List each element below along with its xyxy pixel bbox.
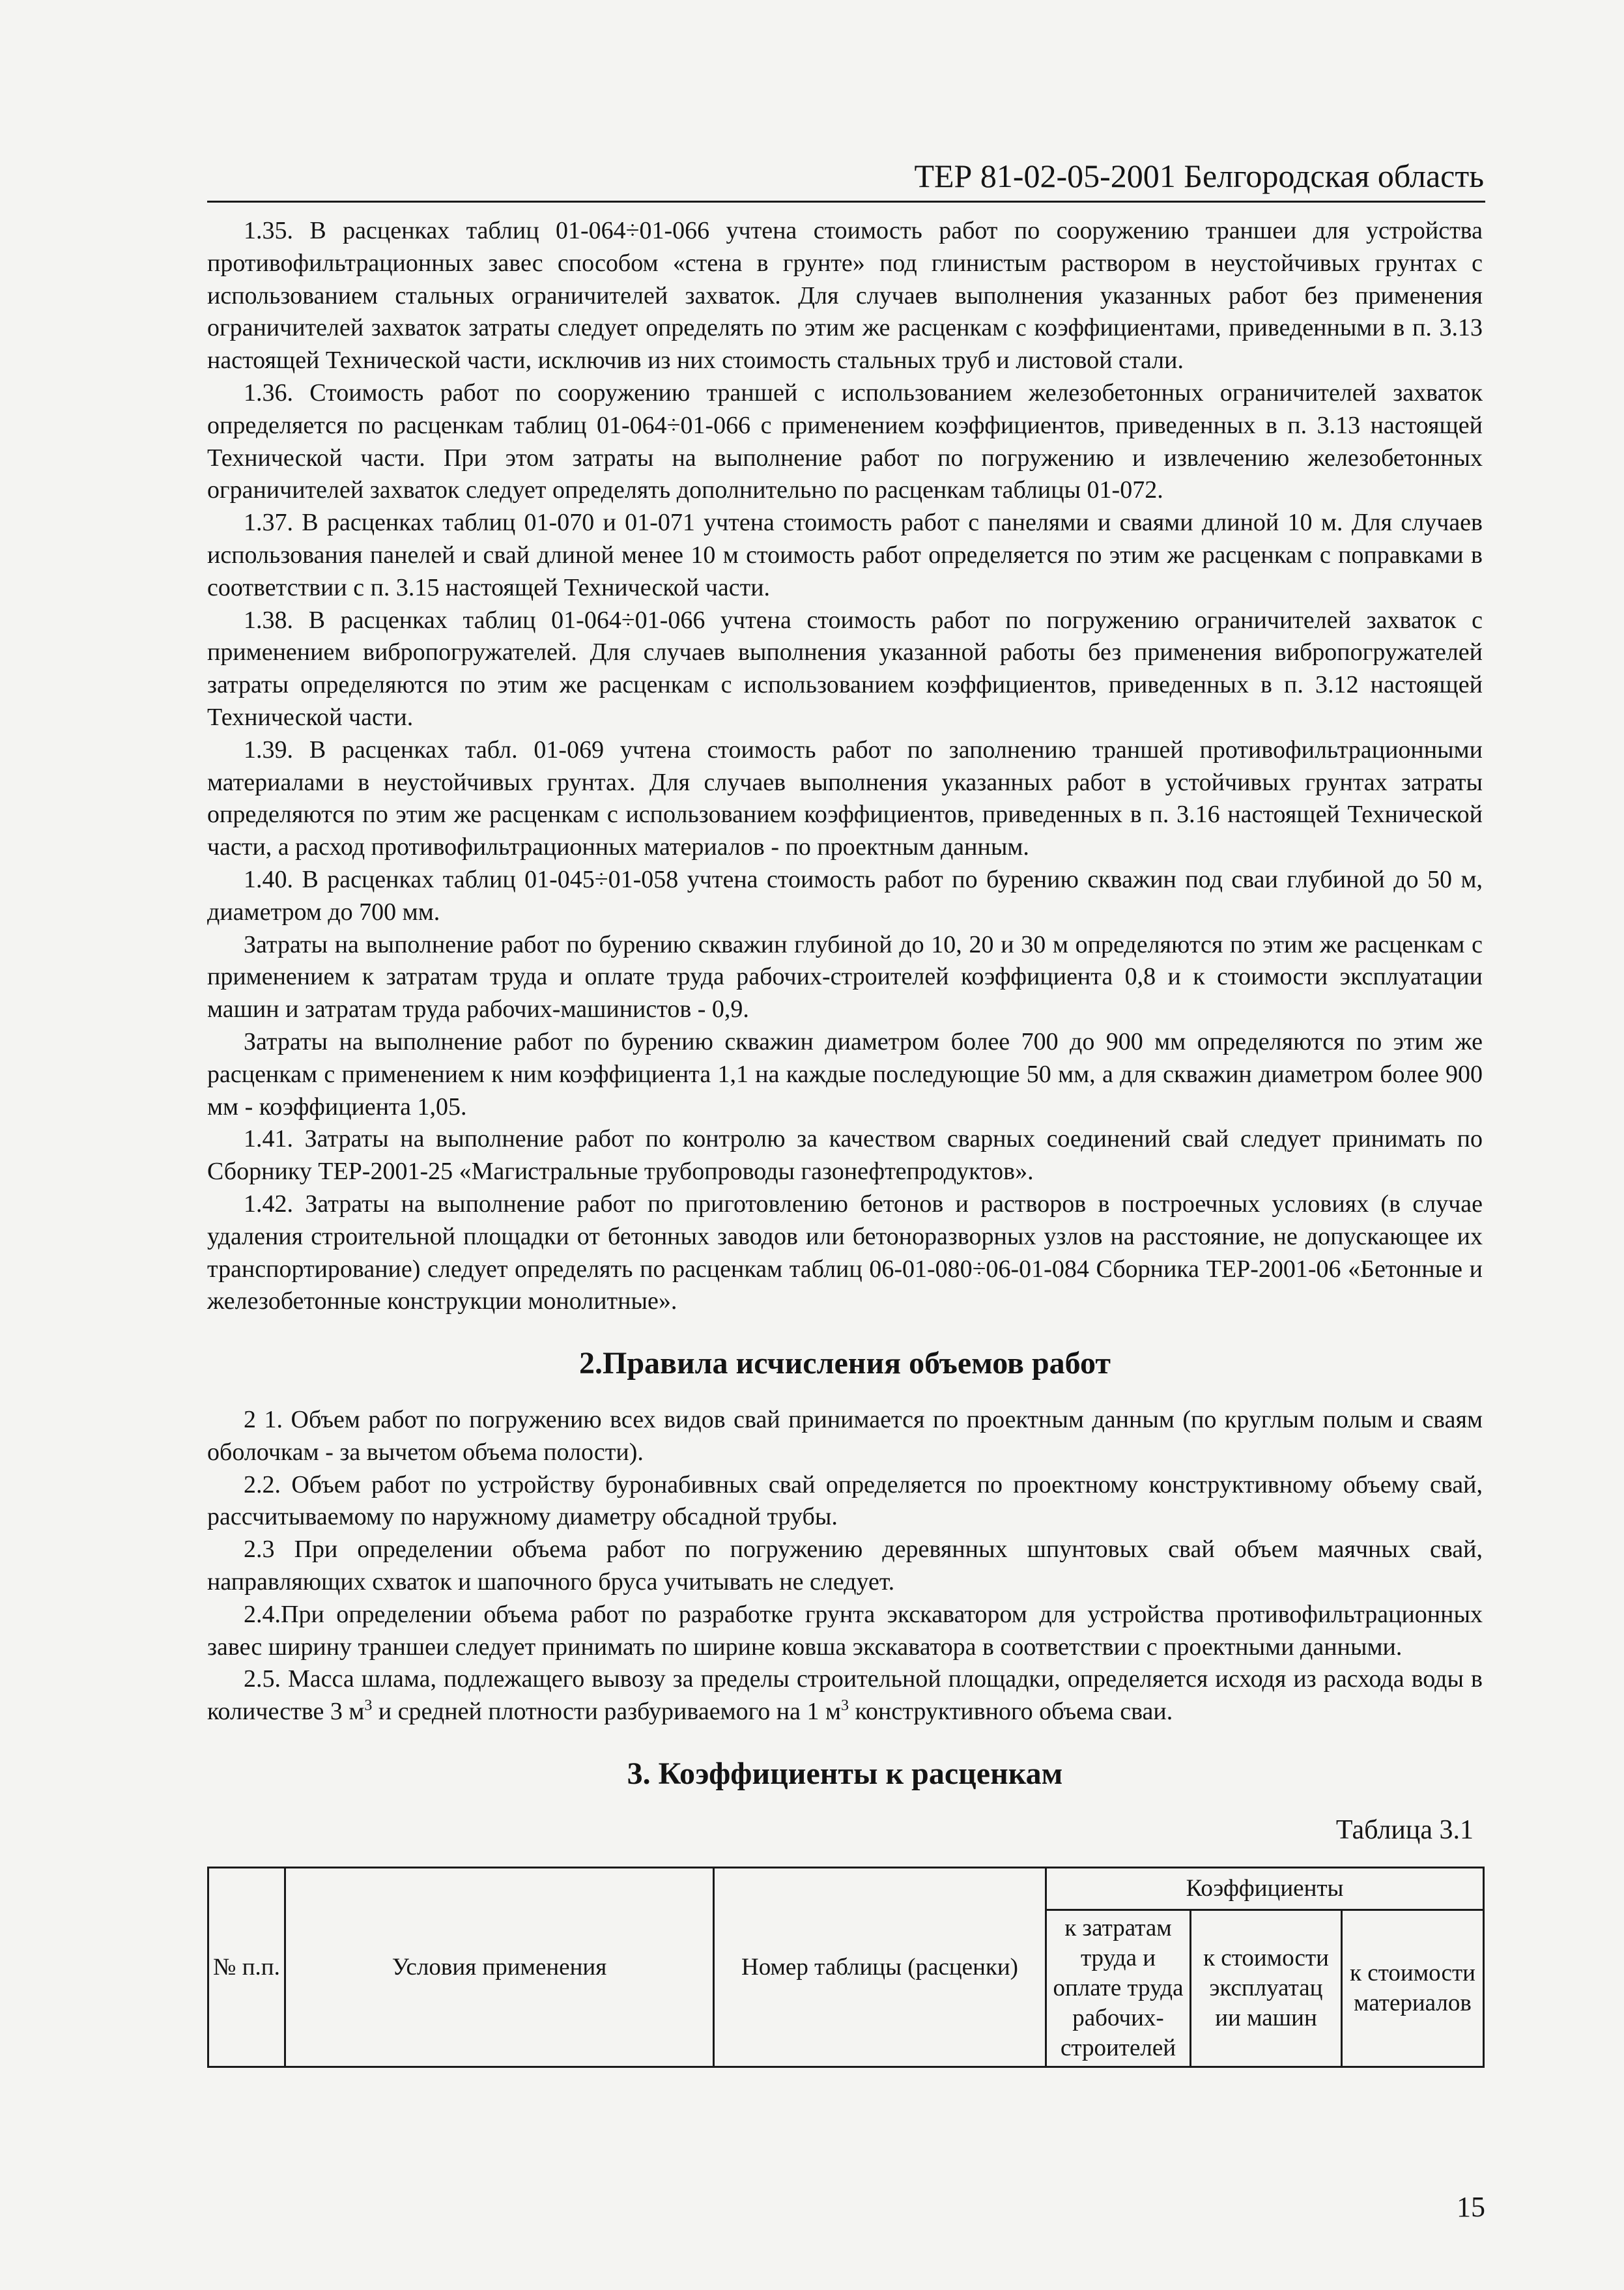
page-number: 15 xyxy=(1457,2191,1485,2223)
column-header-machines: к стоимости эксплуатац ии машин xyxy=(1191,1910,1342,2067)
column-header-conditions: Условия применения xyxy=(285,1868,714,2067)
coefficients-table xyxy=(207,1867,1485,2068)
paragraph-1-41: 1.41. Затраты на выполнение работ по контролю за качеством сварных соединений свай следует принимать по Сборнику ТЕР-2001-25 «Магистральные трубопроводы газонефтепродуктов». xyxy=(207,1125,1483,1186)
paragraph-2-5-part-a: 2.5. Масса шлама, подлежащего вывозу за пределы строительной площадки, определяется исходя из расхода воды в количестве 3 м xyxy=(207,1665,1483,1726)
document-body xyxy=(207,215,1483,2068)
column-header-labor: к затратам труда и оплате труда рабочих-строителей xyxy=(1046,1910,1191,2067)
paragraph-1-40-depth: Затраты на выполнение работ по бурению скважин глубиной до 10, 20 и 30 м определяются по этим же расценкам с применением к затратам труда и оплате труда рабочих-строителей коэффициента 0,8 и к стоимости эксплуатации машин и затратам труда рабочих-машинистов - 0,9. xyxy=(207,930,1483,1023)
paragraph-1-35: 1.35. В расценках таблиц 01-064÷01-066 учтена стоимость работ по сооружению траншеи для устройства противофильтрационных завес способом «стена в грунте» под глинистым раствором в неустойчивых грунтах с использованием стальных ограничителей захваток. Для случаев выполнения указанных работ без применения ограничителей захваток затраты следует определять по этим же расценкам с коэффициентами, приведенными в п. 3.13 настоящей Технической части, исключив из них стоимость стальных труб и листовой стали. xyxy=(207,217,1483,375)
section-3-heading: 3. Коэффициенты к расценкам xyxy=(627,1756,1063,1792)
paragraph-2-3: 2.3 При определении объема работ по погружению деревянных шпунтовых свай объем маячных свай, направляющих схваток и шапочного бруса учитывать не следует. xyxy=(207,1536,1483,1596)
running-header: ТЕР 81-02-05-2001 Белгородская область xyxy=(914,158,1484,194)
column-header-number: № п.п. xyxy=(208,1868,285,2067)
column-header-materials: к стоимости материалов xyxy=(1342,1910,1484,2067)
paragraph-1-40: 1.40. В расценках таблиц 01-045÷01-058 учтена стоимость работ по бурению скважин под сваи глубиной до 50 м, диаметром до 700 мм. xyxy=(207,865,1483,926)
paragraph-2-4: 2.4.При определении объема работ по разработке грунта экскаватором для устройства противофильтрационных завес ширину траншеи следует принимать по ширине ковша экскаватора в соответствии с проектными данными. xyxy=(207,1600,1483,1661)
superscript-3: 3 xyxy=(841,1697,849,1715)
paragraph-1-42: 1.42. Затраты на выполнение работ по приготовлению бетонов и растворов в построечных условиях (в случае удаления строительной площадки от бетонных заводов или бетоноразворных узлов на расстояние, не допускающее их транспортирование) следует определять по расценкам таблиц 06-01-080÷06-01-084 Сборника ТЕР-2001-06 «Бетонные и железобетонные конструкции монолитные». xyxy=(207,1190,1483,1315)
paragraph-2-5 xyxy=(207,1663,1483,1728)
table-caption: Таблица 3.1 xyxy=(1335,1815,1474,1846)
paragraph-2-1: 2 1. Объем работ по погружению всех видов свай принимается по проектным данным (по круглым полым и сваям оболочкам - за вычетом объема полости). xyxy=(207,1406,1483,1466)
paragraph-1-40-diameter: Затраты на выполнение работ по бурению скважин диаметром более 700 до 900 мм определяются по этим же расценкам с применением к ним коэффициента 1,1 на каждые последующие 50 мм, а для скважин диаметром более 900 мм - коэффициента 1,05. xyxy=(207,1027,1483,1121)
superscript-3: 3 xyxy=(364,1697,373,1715)
paragraph-2-2: 2.2. Объем работ по устройству буронабивных свай определяется по проектному конструктивному объему свай, рассчитываемому по наружному диаметру обсадной трубы. xyxy=(207,1470,1483,1531)
paragraph-1-39: 1.39. В расценках табл. 01-069 учтена стоимость работ по заполнению траншей противофильтрационными материалами в неустойчивых грунтах. Для случаев выполнения указанных работ в устойчивых грунтах затраты определяются по этим же расценкам с использованием коэффициентов, приведенных в п. 3.16 настоящей Технической части, а расход противофильтрационных материалов - по проектным данным. xyxy=(207,736,1483,861)
column-group-coefficients: Коэффициенты xyxy=(1046,1868,1484,1910)
paragraph-1-38: 1.38. В расценках таблиц 01-064÷01-066 учтена стоимость работ по погружению ограничителей захваток с применением вибропогружателей. Для случаев выполнения указанной работы без применения вибропогружателей затраты определяются по этим же расценкам с использованием коэффициентов, приведенных в п. 3.12 настоящей Технической части. xyxy=(207,606,1483,731)
header-rule xyxy=(207,201,1485,203)
paragraph-1-36: 1.36. Стоимость работ по сооружению траншей с использованием железобетонных ограничителей захваток определяется по расценкам таблиц 01-064÷01-066 с применением коэффициентов, приведенных в п. 3.13 настоящей Технической части. При этом затраты на выполнение работ по погружению и извлечению железобетонных ограничителей захваток следует определять дополнительно по расценкам таблицы 01-072. xyxy=(207,379,1483,504)
column-header-table-number: Номер таблицы (расценки) xyxy=(714,1868,1046,2067)
paragraph-2-5-part-b: и средней плотности разбуриваемого на 1 м xyxy=(372,1698,842,1726)
paragraph-1-37: 1.37. В расценках таблиц 01-070 и 01-071 учтена стоимость работ с панелями и сваями длиной 10 м. Для случаев использования панелей и свай длиной менее 10 м стоимость работ определяется по этим же расценкам с поправками в соответствии с п. 3.15 настоящей Технической части. xyxy=(207,509,1483,601)
section-2-heading: 2.Правила исчисления объемов работ xyxy=(579,1346,1111,1381)
paragraph-2-5-part-c: конструктивного объема сваи. xyxy=(849,1698,1173,1726)
